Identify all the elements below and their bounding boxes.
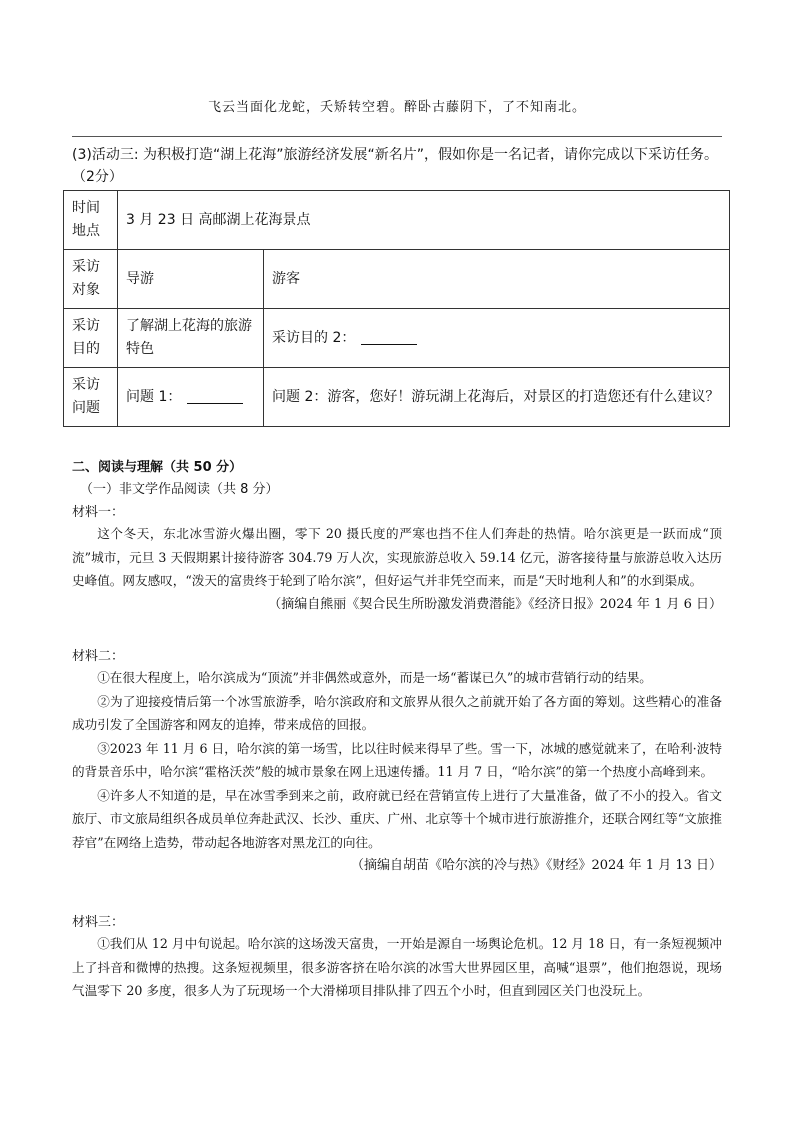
interview-table: [63, 190, 730, 427]
row-label-purpose: 采访目的: [64, 309, 118, 368]
table-row: [64, 191, 730, 250]
row-label-interviewee: 采访对象: [64, 250, 118, 309]
material-1-body: [72, 522, 722, 616]
question-2: 问题 2：游客，您好！游玩湖上花海后，对景区的打造您还有什么建议？: [264, 368, 730, 427]
material-3-title: 材料三：: [72, 915, 125, 930]
purpose-2-blank[interactable]: [361, 330, 417, 345]
question-3: (3)活动三: 为积极打造“湖上花海”旅游经济发展“新名片”，假如你是一名记者，请你完成以下采访任务。（2分）: [72, 147, 719, 185]
table-row: [64, 309, 730, 368]
interviewee-tourist: 游客: [264, 250, 730, 309]
material-2-p4: ④许多人不知道的是，早在冰雪季到来之前，政府就已经在营销宣传上进行了大量准备，做了不小的投入。省文旅厅、市文旅局组织各成员单位奔赴武汉、长沙、重庆、广州、北京等十个城市进行旅游推介，还联合网红等“文旅推荐官”在网络上造势，带动起各地游客对黑龙江的向往。: [72, 787, 722, 850]
table-row: [64, 368, 730, 427]
material-2-title: 材料二：: [72, 649, 125, 664]
material-2-p3: ③2023 年 11 月 6 日，哈尔滨的第一场雪，比以往时候来得早了些。雪一下，冰城的感觉就来了，在哈利·波特的背景音乐中，哈尔滨“霍格沃茨”般的城市景象在网上迅速传播。11 月 7 日，“哈尔滨”的第一个热度小高峰到来。: [72, 740, 722, 779]
section-2-heading: 二、阅读与理解（共 50 分）: [72, 460, 243, 475]
subsection-1-heading: （一）非文学作品阅读（共 8 分）: [80, 482, 279, 497]
question-1-blank[interactable]: [187, 389, 243, 404]
question-1-label: 问题 1：: [126, 388, 182, 405]
row-label-questions: 采访问题: [64, 368, 118, 427]
material-3-body: [72, 932, 722, 1003]
poem-line: 飞云当面化龙蛇，夭矫转空碧。醉卧古藤阴下，了不知南北。: [207, 100, 586, 115]
purpose-2-cell: [264, 309, 730, 368]
material-1-source: （摘编自熊丽《契合民生所盼激发消费潜能》《经济日报》2024 年 1 月 6 日）: [268, 596, 722, 612]
table-row: [64, 250, 730, 309]
purpose-2-label: 采访目的 2：: [272, 329, 356, 346]
material-3-p1: ①我们从 12 月中旬说起。哈尔滨的这场泼天富贵，一开始是源自一场舆论危机。12 月 18 日，有一条短视频冲上了抖音和微博的热搜。这条短视频里，很多游客挤在哈尔滨的冰雪大世界园区里，高喊“退票”，他们抱怨说，现场气温零下 20 多度，很多人为了玩现场一个大滑梯项目排队排了四五个小时，但直到园区关门也没玩上。: [72, 936, 722, 998]
material-2-p2: ②为了迎接疫情后第一个冰雪旅游季，哈尔滨政府和文旅界从很久之前就开始了各方面的筹划。这些精心的准备成功引发了全国游客和网友的追捧，带来成倍的回报。: [72, 693, 722, 732]
material-2-source: （摘编自胡苗《哈尔滨的冷与热》《财经》2024 年 1 月 13 日）: [350, 858, 722, 873]
row-label-time-place: 时间地点: [64, 191, 118, 250]
interviewee-guide: 导游: [118, 250, 264, 309]
time-place-value: 3 月 23 日 高邮湖上花海景点: [118, 191, 730, 250]
divider: [72, 136, 722, 137]
material-1-text: 这个冬天，东北冰雪游火爆出圈，零下 20 摄氏度的严寒也挡不住人们奔赴的热情。哈尔滨更是一跃而成“顶流”城市，元旦 3 天假期累计接待游客 304.79 万人次，实现旅游总收入 59.14 亿元，游客接待量与旅游总收入达历史峰值。网友感叹，“泼天的富贵终于轮到了哈尔滨”，但好运气并非凭空而来，而是“天时地利人和”的水到渠成。: [72, 526, 722, 588]
material-1-title: 材料一：: [72, 505, 125, 520]
purpose-1: 了解湖上花海的旅游特色: [118, 309, 264, 368]
material-2-body: [72, 666, 722, 878]
question-1-cell: [118, 368, 264, 427]
material-2-p1: ①在很大程度上，哈尔滨成为“顶流”并非偶然或意外，而是一场“蓄谋已久”的城市营销行动的结果。: [97, 670, 652, 685]
